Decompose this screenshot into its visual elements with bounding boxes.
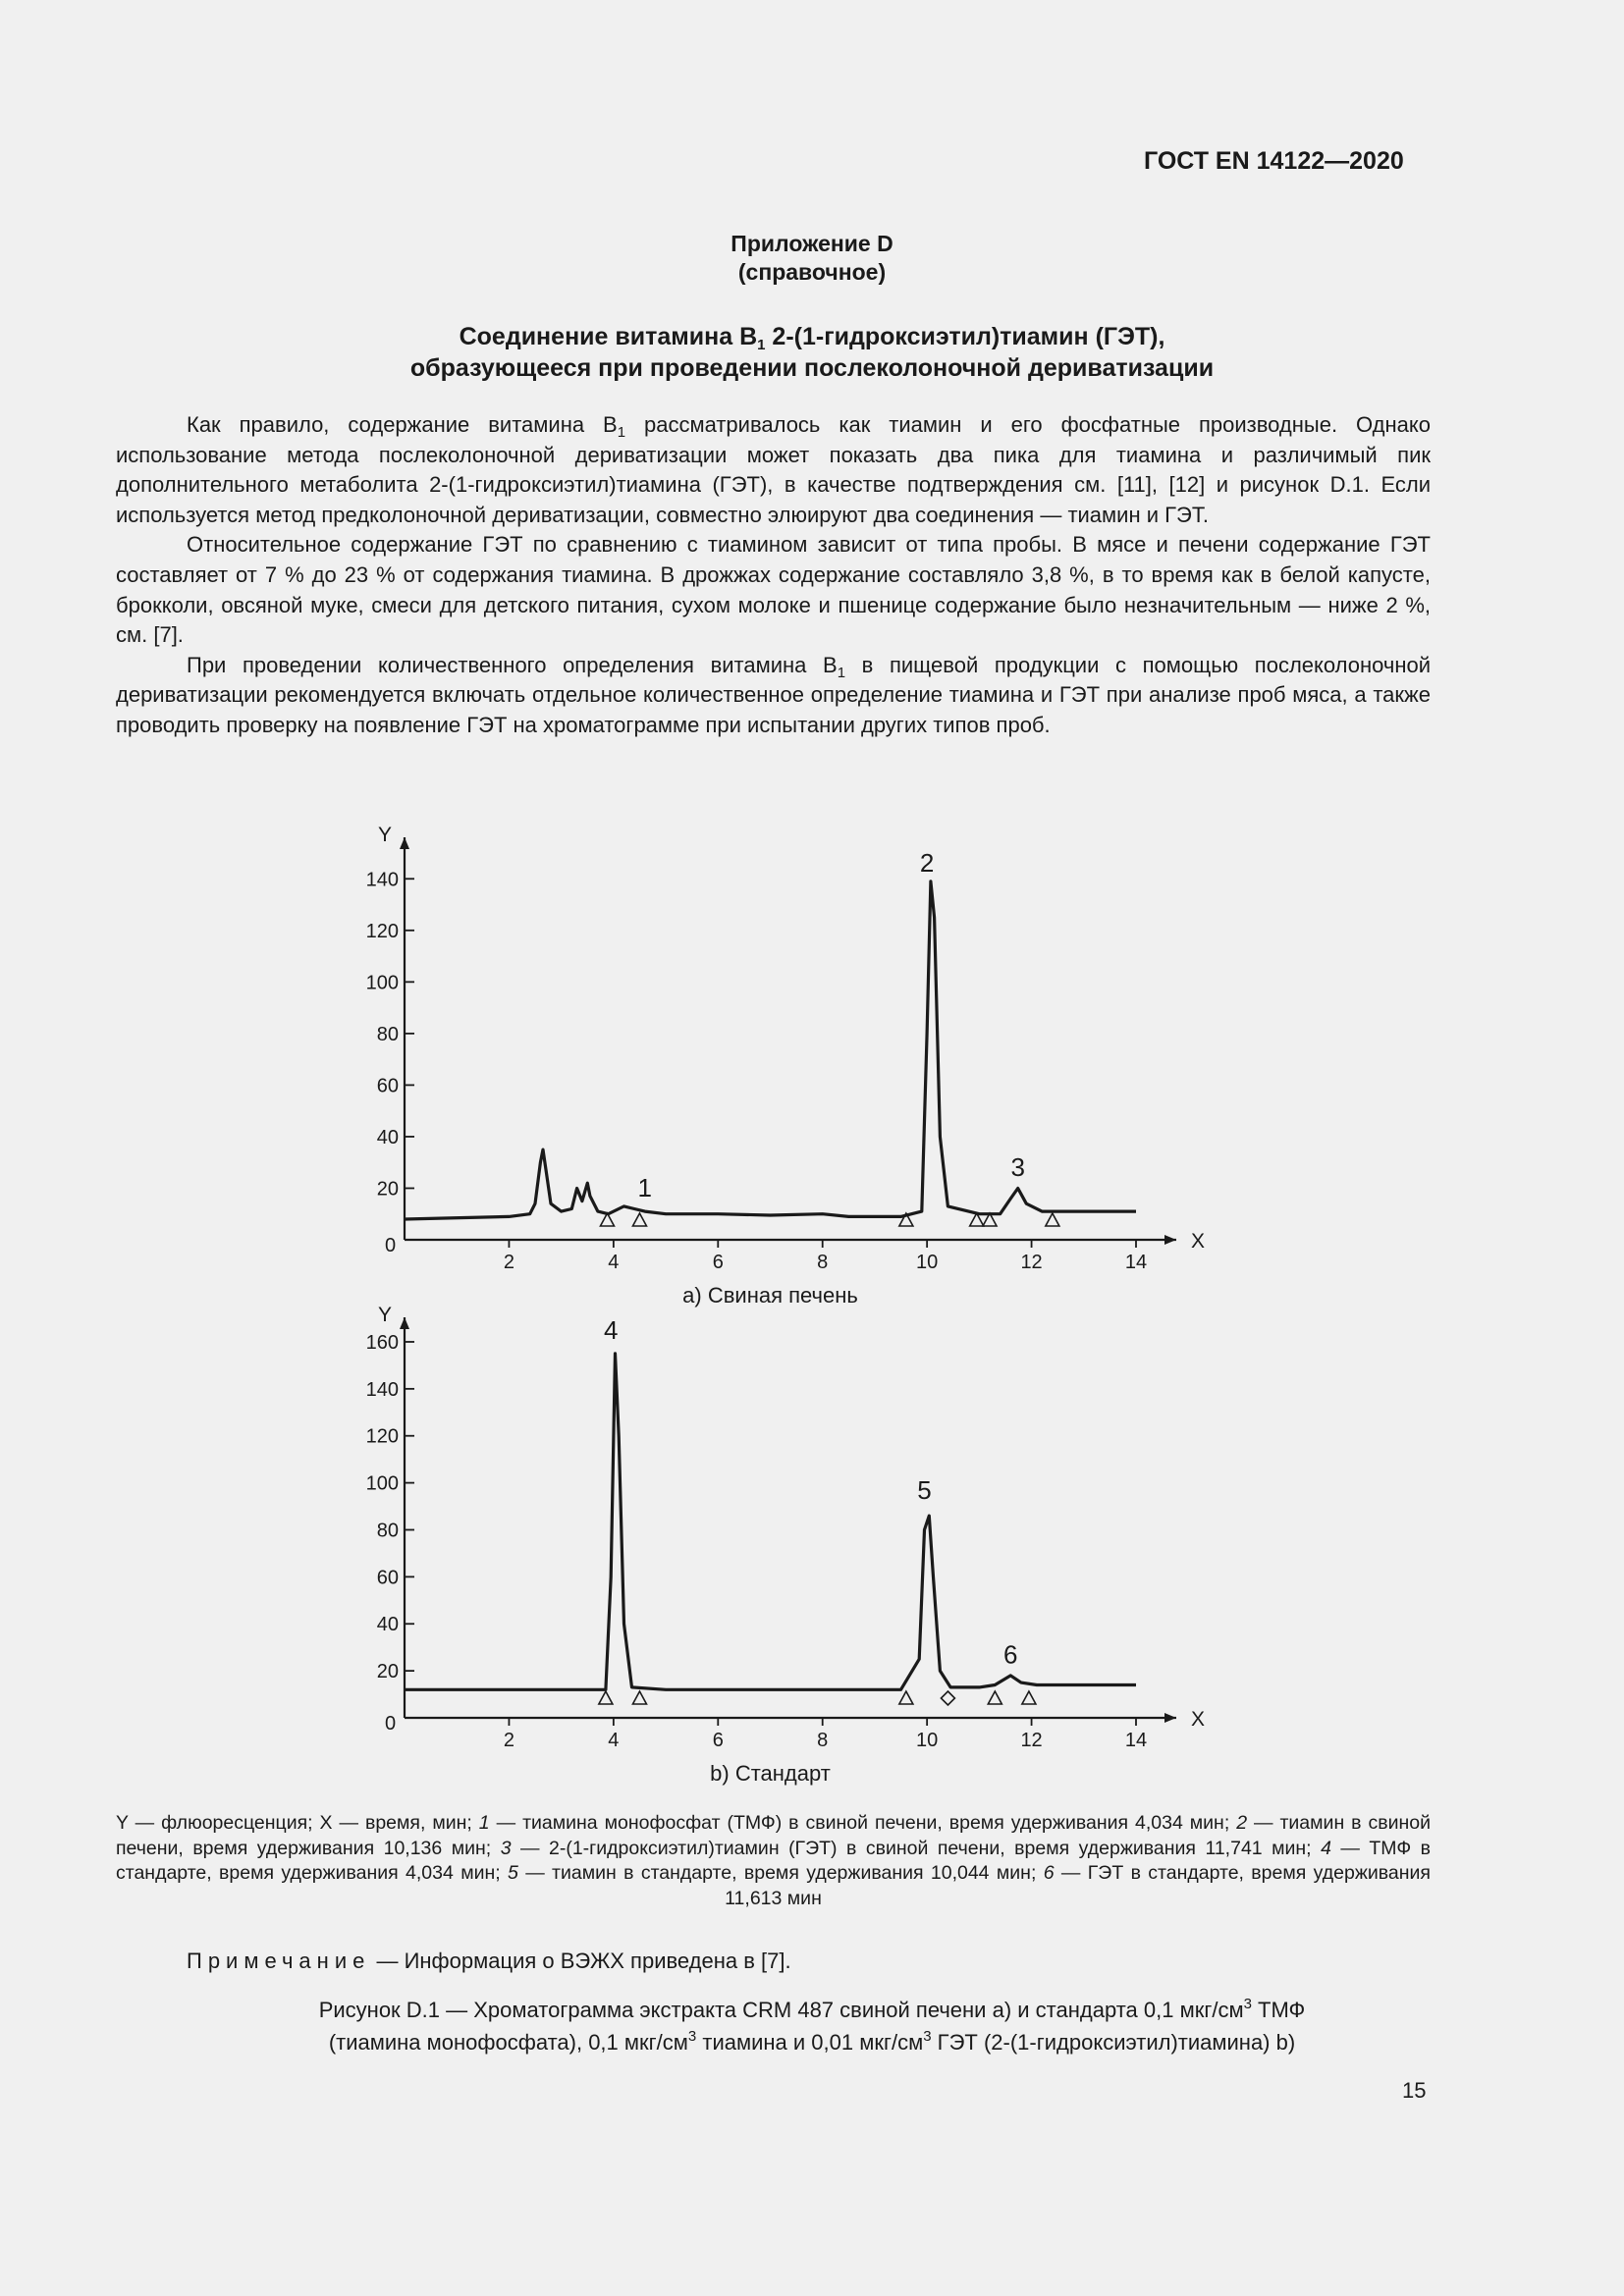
y-tick-label: 20 <box>376 1178 399 1201</box>
y-axis-arrow <box>400 1317 409 1329</box>
document-standard-number: ГОСТ EN 14122—2020 <box>1144 147 1404 175</box>
peak-label: 6 <box>1003 1639 1018 1670</box>
x-tick-label: 12 <box>1020 1252 1043 1273</box>
y-tick-label: 20 <box>376 1661 399 1683</box>
page-number: 15 <box>1402 2078 1427 2103</box>
origin-label: 0 <box>385 1713 397 1735</box>
y-tick-label: 100 <box>365 972 399 994</box>
chart-axes <box>400 1317 1176 1726</box>
x-tick-label: 2 <box>503 1730 514 1751</box>
integration-marker-triangle <box>899 1691 913 1704</box>
note <box>187 1949 791 1974</box>
peak-label: 4 <box>603 1315 619 1346</box>
legend-number: 3 <box>500 1837 512 1859</box>
caption-text: ГЭТ (2-(1-гидроксиэтил)тиамина) b) <box>931 2030 1296 2055</box>
integration-marker-triangle <box>599 1691 613 1704</box>
figure-caption-line1 <box>0 1994 1624 2026</box>
subscript: 1 <box>837 664 846 681</box>
y-axis-arrow <box>400 837 409 849</box>
x-tick-label: 14 <box>1124 1252 1148 1273</box>
integration-marker-triangle <box>1046 1213 1059 1226</box>
y-axis-label: Y <box>378 1304 393 1326</box>
y-tick-label: 80 <box>376 1023 399 1045</box>
legend-number: 5 <box>508 1862 518 1884</box>
legend-text: — тиамин в стандарте, время удерживания 10,044 мин; <box>517 1862 1044 1884</box>
y-tick-label: 120 <box>365 1425 399 1448</box>
chart-caption: b) Стандарт <box>710 1761 831 1786</box>
legend-number: 1 <box>478 1812 490 1834</box>
legend-number: 6 <box>1043 1862 1055 1884</box>
legend-text: — 2-(1-гидроксиэтил)тиамин (ГЭТ) в свиной печени, время удерживания 11,741 мин; <box>511 1837 1322 1859</box>
figure-caption <box>0 1994 1624 2058</box>
y-tick-label: 80 <box>376 1520 399 1542</box>
x-tick-label: 8 <box>817 1252 829 1273</box>
figure-caption-line2 <box>0 2026 1624 2058</box>
legend-text: — тиамина монофосфат (ТМФ) в свиной печени, время удерживания 4,034 мин; <box>489 1812 1237 1834</box>
section-title-line2: образующееся при проведении послеколоночной дериватизации <box>409 354 1215 382</box>
caption-text: Рисунок D.1 — Хроматограмма экстракта CRM 487 свиной печени а) и стандарта 0,1 мкг/см <box>318 1998 1244 2022</box>
y-tick-label: 160 <box>365 1331 399 1354</box>
chart-caption: а) Свиная печень <box>682 1283 858 1308</box>
chromatogram-trace <box>405 1354 1136 1689</box>
x-tick-label: 6 <box>712 1730 724 1751</box>
note-text: — Информация о ВЭЖХ приведена в [7]. <box>370 1949 791 1973</box>
appendix-subtitle: (справочное) <box>737 259 887 285</box>
superscript: 3 <box>687 2028 697 2045</box>
y-tick-label: 140 <box>365 869 399 891</box>
y-tick-label: 60 <box>376 1567 399 1589</box>
y-tick-label: 60 <box>376 1075 399 1097</box>
chart-axes <box>400 837 1176 1248</box>
paragraph-text: Как правило, содержание витамина B <box>187 412 618 437</box>
section-title-text: 2-(1-гидроксиэтил)тиамин (ГЭТ), <box>765 323 1165 350</box>
y-tick-label: 100 <box>365 1472 399 1495</box>
chromatogram-standard <box>334 1296 1218 1786</box>
paragraph-1 <box>116 410 1431 530</box>
body-text <box>116 410 1431 741</box>
paragraph-text: в пищевой продукции с помощью послеколоночной дериватизации рекомендуется включать отдельное количественное определение тиамина и ГЭТ при анализе проб мяса, а также проводить проверку на появление ГЭТ на хроматограмме при испытании других типов проб. <box>116 652 1432 737</box>
caption-text: тиамина и 0,01 мкг/см <box>696 2030 924 2055</box>
peak-label: 1 <box>637 1172 653 1202</box>
x-axis-arrow <box>1164 1713 1176 1723</box>
x-tick-label: 6 <box>712 1252 724 1273</box>
legend-number: 2 <box>1236 1812 1248 1834</box>
paragraph-text: При проведении количественного определения витамина B <box>187 652 838 677</box>
integration-marker-triangle <box>1022 1691 1036 1704</box>
legend-text: Y — флюоресценция; X — время, мин; <box>116 1812 479 1834</box>
chromatogram-pig-liver <box>334 820 1218 1308</box>
integration-marker-triangle <box>632 1691 646 1704</box>
caption-text: ТМФ <box>1251 1998 1306 2022</box>
x-tick-label: 4 <box>608 1730 620 1751</box>
y-tick-label: 140 <box>365 1378 399 1401</box>
x-tick-label: 10 <box>916 1252 939 1273</box>
y-tick-label: 40 <box>376 1614 399 1636</box>
x-tick-label: 10 <box>916 1730 939 1751</box>
section-title-text: Соединение витамина B <box>459 323 758 350</box>
x-axis-label: X <box>1191 1708 1206 1731</box>
legend-number: 4 <box>1321 1837 1331 1859</box>
x-tick-label: 14 <box>1124 1730 1148 1751</box>
integration-marker-triangle <box>988 1691 1001 1704</box>
appendix-title: Приложение D <box>731 231 893 256</box>
peak-label: 3 <box>1010 1151 1025 1182</box>
origin-label: 0 <box>385 1235 397 1256</box>
y-axis-label: Y <box>378 824 393 846</box>
legend-text: — тиамин в свиной печени, время удерживания 10,136 мин; <box>116 1812 1431 1859</box>
y-tick-label: 120 <box>365 920 399 942</box>
x-axis-arrow <box>1164 1235 1176 1245</box>
x-tick-label: 2 <box>503 1252 514 1273</box>
y-tick-label: 40 <box>376 1126 399 1148</box>
legend-text: — ТМФ в стандарте, время удерживания 4,034 мин; <box>116 1837 1431 1884</box>
subscript: 1 <box>617 424 626 441</box>
integration-marker-diamond <box>941 1691 954 1705</box>
note-label: Примечание <box>187 1949 371 1973</box>
caption-text: (тиамина монофосфата), 0,1 мкг/см <box>328 2030 688 2055</box>
superscript: 3 <box>1243 1996 1252 2012</box>
x-axis-label: X <box>1191 1230 1206 1253</box>
x-tick-label: 4 <box>608 1252 620 1273</box>
subscript: 1 <box>757 337 766 353</box>
chromatogram-trace <box>405 881 1136 1219</box>
peak-label: 2 <box>919 847 935 878</box>
superscript: 3 <box>923 2028 932 2045</box>
integration-marker-triangle <box>632 1213 646 1226</box>
paragraph-3 <box>116 651 1431 741</box>
peak-label: 5 <box>917 1474 932 1505</box>
x-tick-label: 8 <box>817 1730 829 1751</box>
x-tick-label: 12 <box>1020 1730 1043 1751</box>
legend-text: — ГЭТ в стандарте, время удерживания 11,613 мин <box>725 1862 1431 1909</box>
section-title-line1 <box>0 321 1624 352</box>
paragraph-text: рассматривалось как тиамин и его фосфатные производные. Однако использование метода послеколоночной дериватизации может показать два пика для тиамина и различимый пик дополнительного метаболита 2-(1-гидроксиэтил)тиамина (ГЭТ), в качестве подтверждения см. [11], [12] и рисунок D.1. Если используется метод предколоночной дериватизации, совместно элюируют два соединения — тиамин и ГЭТ. <box>116 412 1431 527</box>
figure-legend <box>116 1811 1431 1911</box>
paragraph-2: Относительное содержание ГЭТ по сравнению с тиамином зависит от типа пробы. В мясе и печени содержание ГЭТ составляет от 7 % до 23 % от содержания тиамина. В дрожжах содержание составляло 3,8 %, в то время как в белой капусте, брокколи, овсяной муке, смеси для детского питания, сухом молоке и пшенице содержание было незначительным — ниже 2 %, см. [7]. <box>116 532 1431 648</box>
